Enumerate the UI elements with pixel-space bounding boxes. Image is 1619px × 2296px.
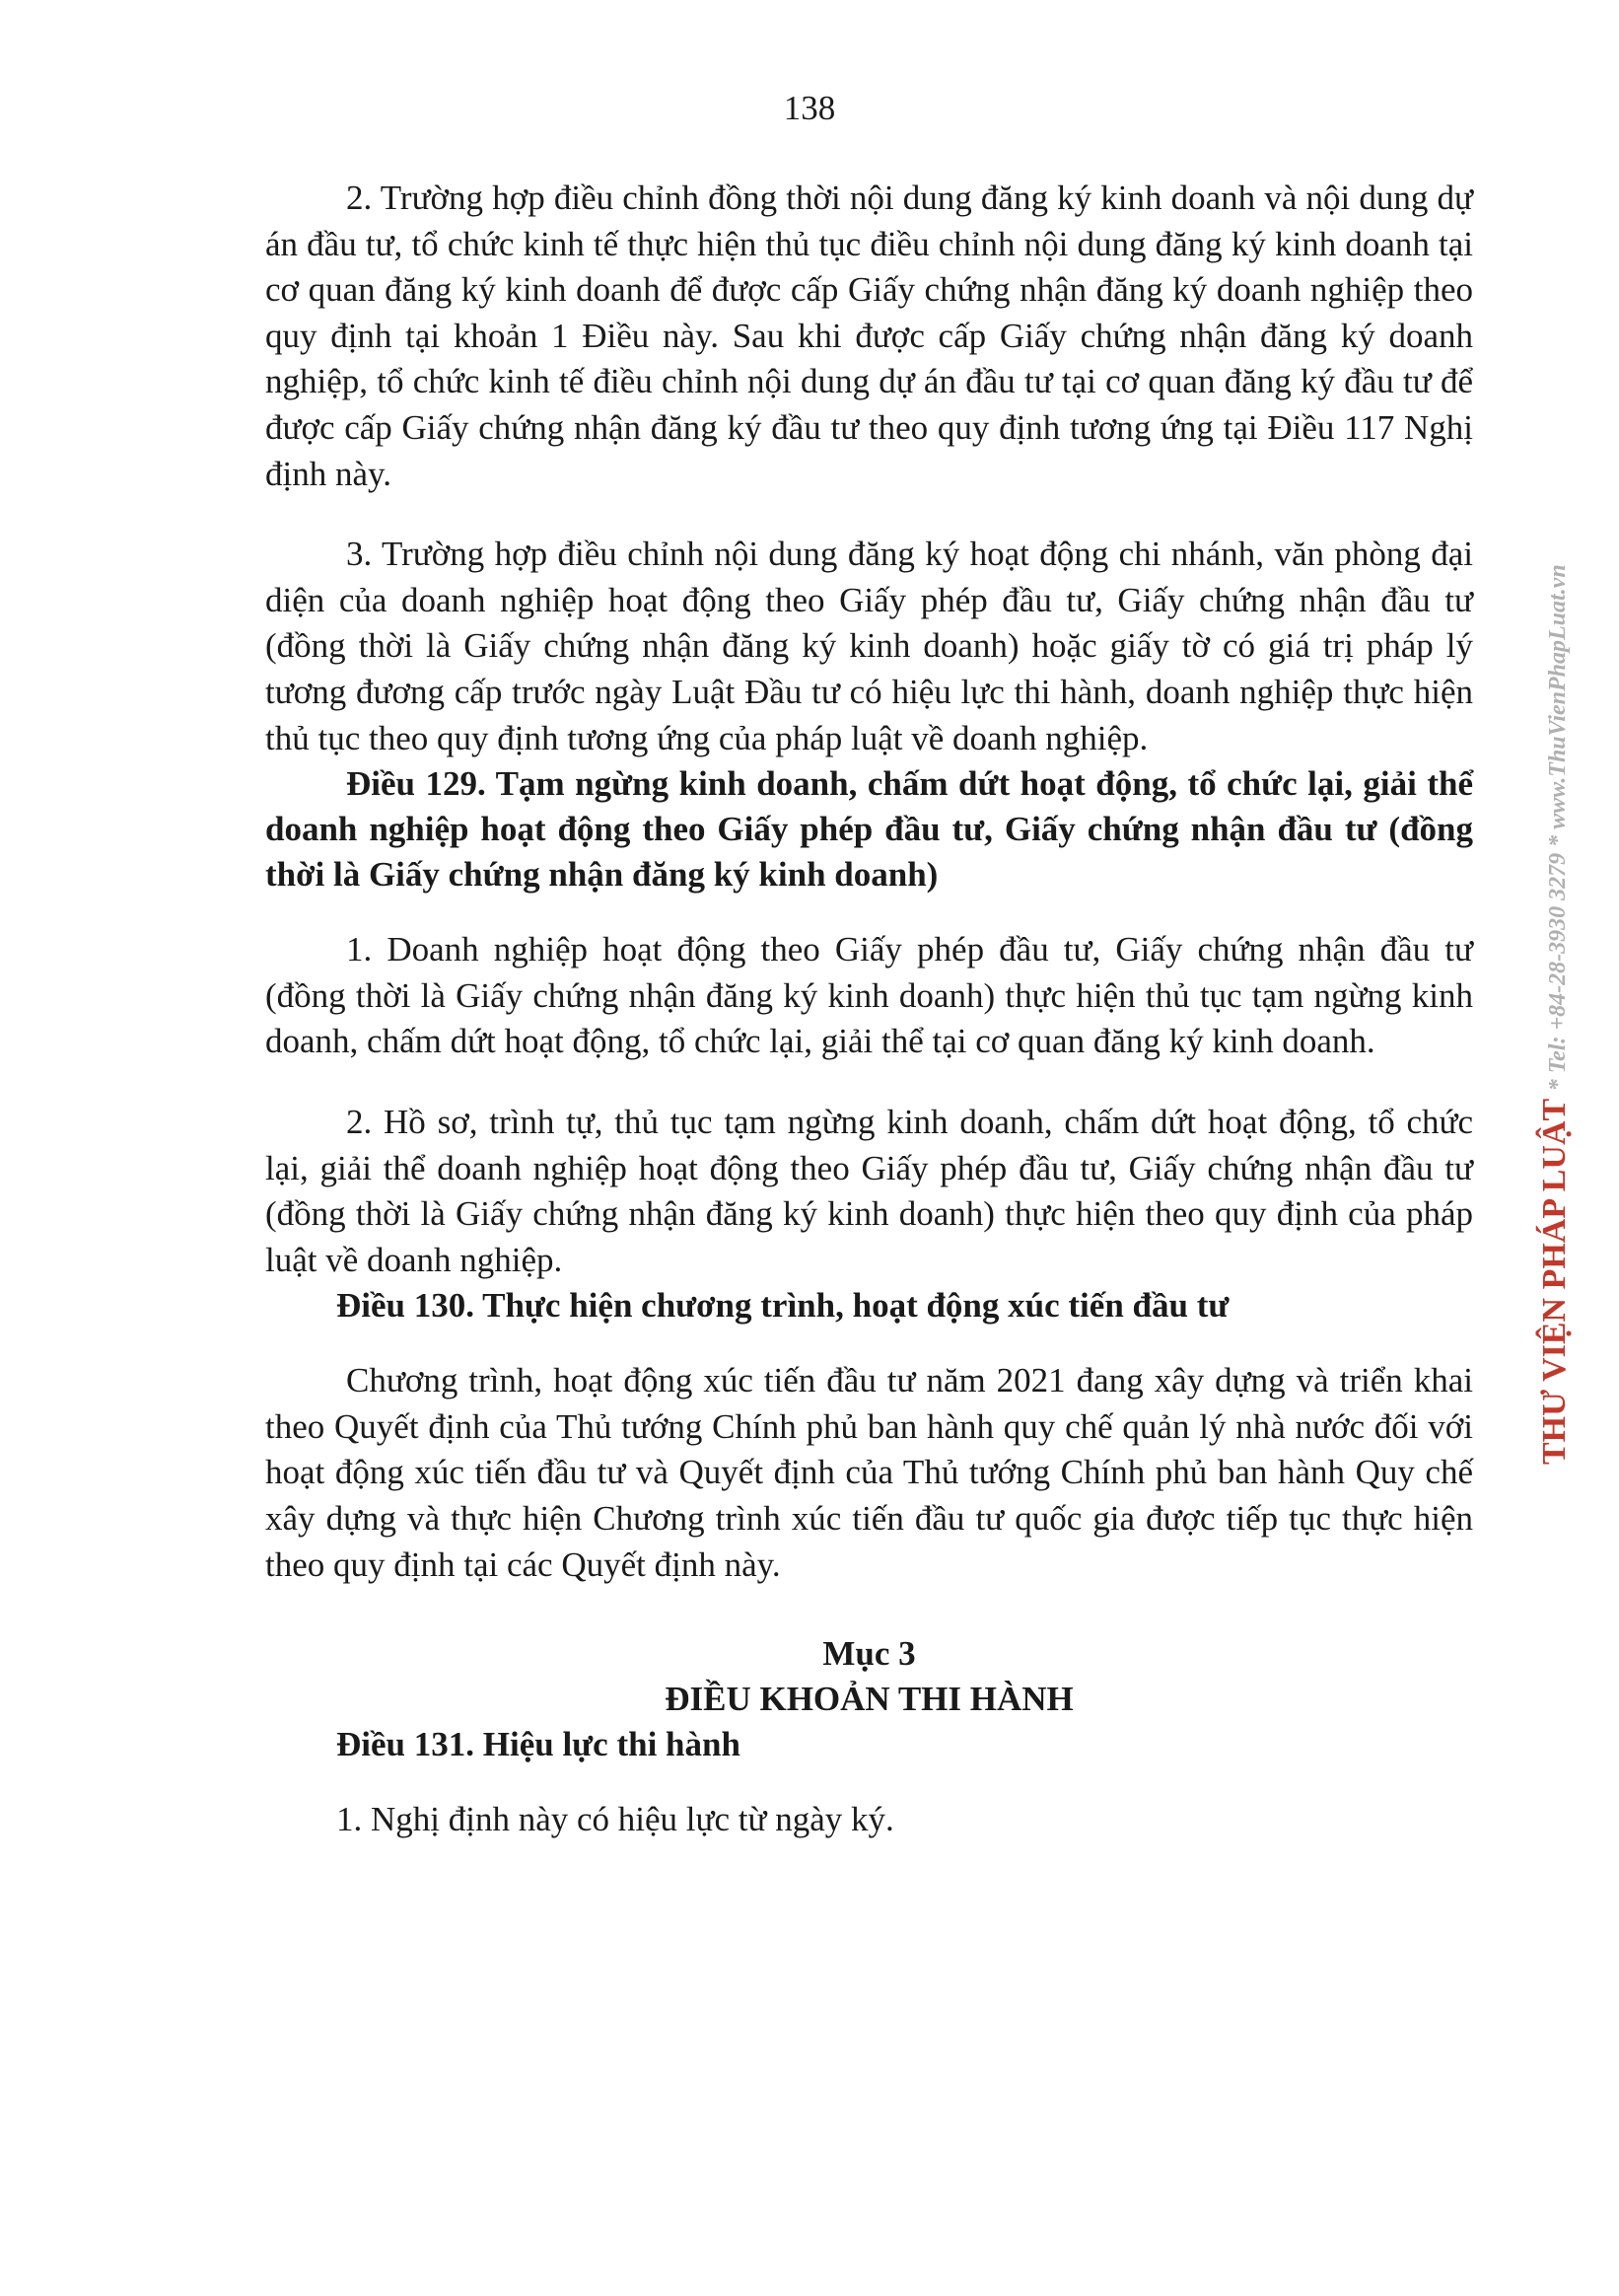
paragraph-clause-2: 2. Trường hợp điều chỉnh đồng thời nội dung đăng ký kinh doanh và nội dung dự án đầu tư, tổ chức kinh tế thực hiện thủ tục điều chỉnh nội dung đăng ký kinh doanh tại cơ quan đăng ký kinh doanh để được cấp Giấy chứng nhận đăng ký doanh nghiệp theo quy định tại khoản 1 Điều này. Sau khi được cấp Giấy chứng nhận đăng ký doanh nghiệp, tổ chức kinh tế điều chỉnh nội dung dự án đầu tư tại cơ quan đăng ký đầu tư để được cấp Giấy chứng nhận đăng ký đầu tư theo quy định tương ứng tại Điều 117 Nghị định này. [265,179,1473,493]
watermark-contact: * Tel: +84-28-3930 3279 * www.ThuVienPhapLuat.vn [1545,564,1571,1092]
article-129-paragraph-1: 1. Doanh nghiệp hoạt động theo Giấy phép đầu tư, Giấy chứng nhận đầu tư (đồng thời là Giấy chứng nhận đăng ký kinh doanh) thực hiện thủ tục tạm ngừng kinh doanh, chấm dứt hoạt động, tổ chức lại, giải thể tại cơ quan đăng ký kinh doanh. [265,930,1473,1061]
paragraph-clause-3: 3. Trường hợp điều chỉnh nội dung đăng ký hoạt động chi nhánh, văn phòng đại diện của doanh nghiệp hoạt động theo Giấy phép đầu tư, Giấy chứng nhận đầu tư (đồng thời là Giấy chứng nhận đăng ký kinh doanh) hoặc giấy tờ có giá trị pháp lý tương đương cấp trước ngày Luật Đầu tư có hiệu lực thi hành, doanh nghiệp thực hiện thủ tục theo quy định tương ứng của pháp luật về doanh nghiệp. [265,535,1473,757]
side-watermark [1536,564,1577,1465]
watermark-brand: THƯ VIỆN PHÁP LUẬT [1536,1098,1573,1465]
section-label: Mục 3 [822,1634,916,1674]
article-130-title: Điều 130. Thực hiện chương trình, hoạt động xúc tiến đầu tư [336,1286,1230,1326]
article-129-paragraph-2: 2. Hồ sơ, trình tự, thủ tục tạm ngừng kinh doanh, chấm dứt hoạt động, tổ chức lại, giải thể doanh nghiệp hoạt động theo Giấy phép đầu tư, Giấy chứng nhận đầu tư (đồng thời là Giấy chứng nhận đăng ký kinh doanh) thực hiện theo quy định của pháp luật về doanh nghiệp. [265,1102,1473,1279]
section-heading [265,1631,1473,1722]
section-title: ĐIỀU KHOẢN THI HÀNH [665,1680,1074,1719]
article-131-title: Điều 131. Hiệu lực thi hành [336,1725,740,1764]
article-129-title: Điều 129. Tạm ngừng kinh doanh, chấm dứt hoạt động, tổ chức lại, giải thể doanh nghiệp hoạt động theo Giấy phép đầu tư, Giấy chứng nhận đầu tư (đồng thời là Giấy chứng nhận đăng ký kinh doanh) [265,764,1473,895]
page-number: 138 [783,89,836,127]
document-body [265,176,1473,1843]
article-131-paragraph: 1. Nghị định này có hiệu lực từ ngày ký. [336,1800,894,1839]
article-130-paragraph: Chương trình, hoạt động xúc tiến đầu tư năm 2021 đang xây dựng và triển khai theo Quyết định của Thủ tướng Chính phủ ban hành quy chế quản lý nhà nước đối với hoạt động xúc tiến đầu tư và Quyết định của Thủ tướng Chính phủ ban hành Quy chế xây dựng và thực hiện Chương trình xúc tiến đầu tư quốc gia được tiếp tục thực hiện theo quy định tại các Quyết định này. [265,1361,1473,1584]
